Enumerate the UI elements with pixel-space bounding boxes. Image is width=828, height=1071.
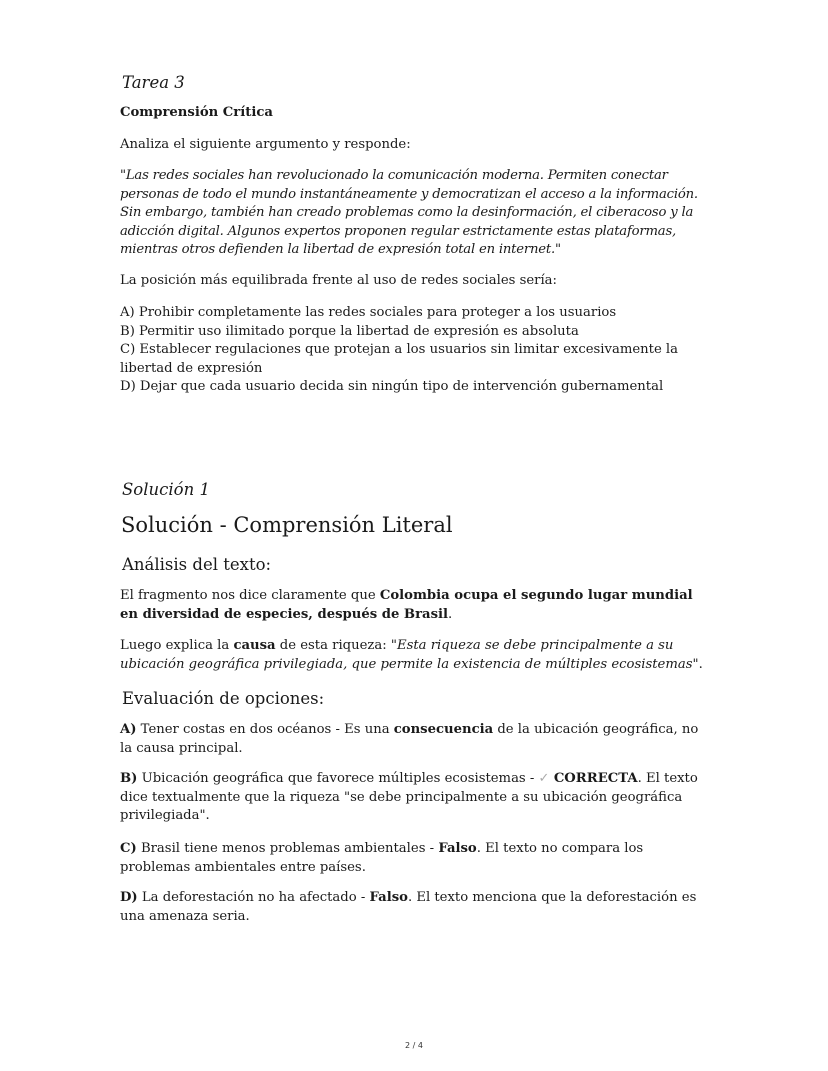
eval-option-c (120, 840, 710, 877)
option-b: B) Permitir uso ilimitado porque la libertad de expresión es absoluta (120, 323, 579, 339)
question: La posición más equilibrada frente al uso de redes sociales sería: (120, 273, 557, 288)
text: Ubicación geográfica que favorece múltiples ecosistemas - (137, 771, 539, 786)
option-label: A) (120, 722, 137, 737)
eval-option-d (120, 889, 710, 926)
page-number: 2 / 4 (405, 1041, 423, 1050)
bold-text: consecuencia (393, 722, 494, 737)
option-a: A) Prohibir completamente las redes sociales para proteger a los usuarios (120, 305, 617, 320)
instruction: Analiza el siguiente argumento y responde: (120, 137, 411, 152)
text: Tener costas en dos océanos - Es una (136, 722, 394, 737)
italic-quote: "Esta riqueza se debe principalmente a su ubicación geográfica privilegiada, que permite la existencia de múltiples ecosistemas" (120, 638, 699, 672)
task-subtitle: Comprensión Crítica (120, 105, 273, 120)
evaluation-heading: Evaluación de opciones: (122, 689, 325, 708)
check-icon: ✓ (538, 771, 550, 786)
bold-text: Falso (369, 890, 408, 905)
text: . El texto menciona que la deforestación es una amenaza seria. (120, 890, 697, 924)
option-d: D) Dejar que cada usuario decida sin ningún tipo de intervención gubernamental (120, 379, 664, 394)
analysis-heading: Análisis del texto: (122, 555, 272, 574)
text: de esta riqueza: (275, 638, 391, 653)
text: El fragmento nos dice claramente que (120, 588, 380, 603)
text: . (448, 606, 453, 622)
text: . El texto dice textualmente que la riqueza "se debe principalmente a su ubicación geográfica privilegiada". (120, 771, 698, 823)
analysis-paragraph-1 (120, 587, 710, 624)
bold-text: Falso (438, 841, 477, 856)
eval-option-b (120, 770, 710, 826)
solution-title: Solución - Comprensión Literal (121, 513, 453, 537)
bold-text: CORRECTA (553, 771, 638, 786)
text: La deforestación no ha afectado - (137, 890, 370, 905)
argument-quote: "Las redes sociales han revolucionado la comunicación moderna. Permiten conectar personas de todo el mundo instantáneamente y democratizan el acceso a la información. Sin embargo, también han creado problemas como la desinformación, el ciberacoso y la adicción digital. Algunos expertos proponen regular estrictamente estas plataformas, mientras otros defienden la libertad de expresión total en internet." (120, 168, 698, 257)
bold-text: Colombia ocupa el segundo lugar mundial en diversidad de especies, después de Brasil (120, 588, 693, 622)
options-list (120, 304, 710, 397)
option-label: C) (120, 841, 137, 856)
option-label: B) (120, 771, 138, 786)
bold-text: causa (233, 638, 276, 653)
analysis-paragraph-2 (120, 637, 710, 674)
text: Brasil tiene menos problemas ambientales - (136, 841, 439, 856)
eval-option-a (120, 721, 710, 758)
solution-heading: Solución 1 (122, 480, 210, 499)
option-c: C) Establecer regulaciones que protejan a los usuarios sin limitar excesivamente la libertad de expresión (120, 342, 679, 376)
text: . (698, 656, 703, 672)
option-label: D) (120, 890, 138, 905)
task-heading: Tarea 3 (122, 73, 185, 92)
text: . El texto no compara los problemas ambientales entre países. (120, 841, 644, 875)
text: de la ubicación geográfica, no la causa principal. (120, 722, 699, 756)
text: Luego explica la (120, 638, 234, 653)
